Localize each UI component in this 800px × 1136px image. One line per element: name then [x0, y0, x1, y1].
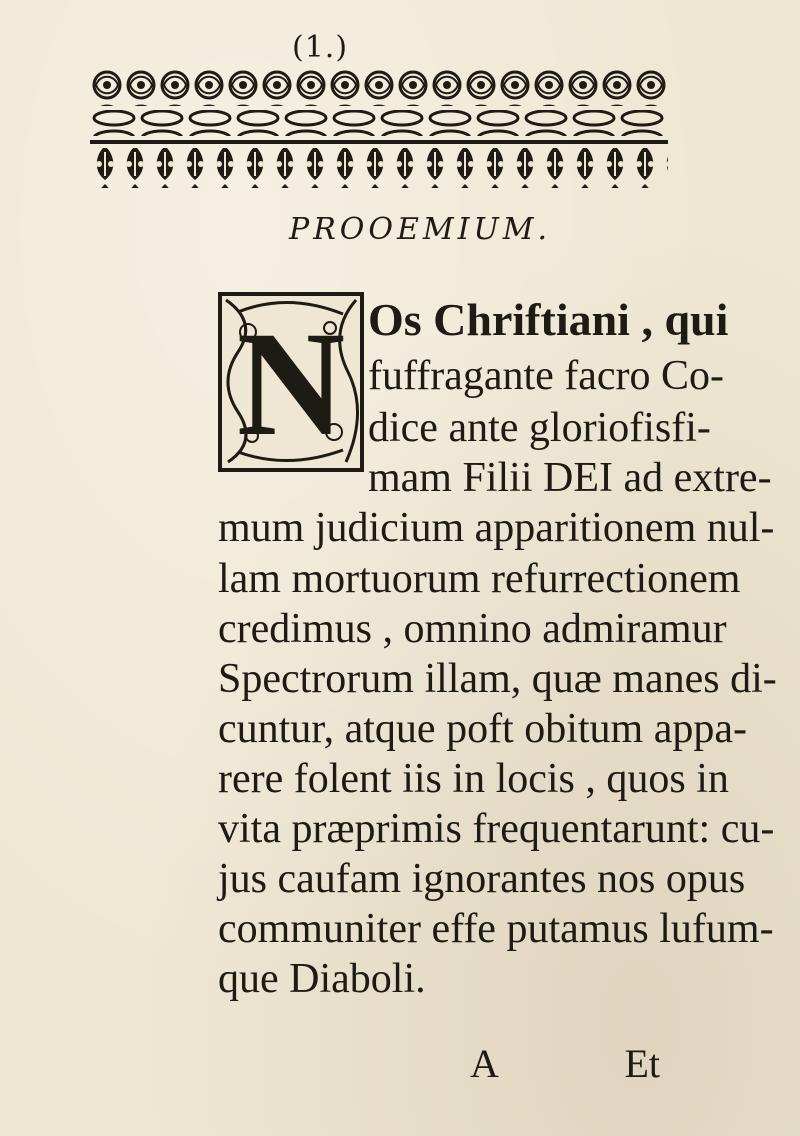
text-line: jus caufam ignorantes nos opus [218, 856, 746, 902]
initial-letter: N [236, 301, 346, 467]
text-line: dice ante gloriofisfi- [368, 405, 711, 451]
text-line: mam Filii DEI ad extre- [368, 455, 772, 501]
text-line: Os Chriftiani , qui [368, 294, 729, 345]
ornamental-headpiece [90, 68, 668, 190]
page-footer [470, 1040, 680, 1086]
catchword: Et [624, 1041, 660, 1086]
text-line: lam mortuorum refurrectionem [218, 556, 741, 602]
text-line: que Diaboli. [218, 956, 426, 1002]
text-line: cuntur, atque poft obitum appa- [218, 706, 747, 752]
text-line: fuffragante facro Co- [368, 353, 725, 399]
text-line: Spectrorum illam, quæ manes di- [218, 656, 777, 702]
section-heading: PROOEMIUM. [289, 212, 551, 247]
text-line: credimus , omnino admiramur [218, 606, 727, 652]
text-line: mum judicium apparitionem nul- [218, 505, 775, 551]
decorated-initial [218, 292, 364, 472]
text-line: communiter effe putamus lufum- [218, 906, 774, 952]
text-line: rere folent iis in locis , quos in [218, 756, 729, 802]
text-line: vita præprimis frequentarunt: cu- [218, 806, 775, 852]
page-number: (1.) [292, 30, 349, 65]
signature-mark: A [470, 1041, 499, 1086]
